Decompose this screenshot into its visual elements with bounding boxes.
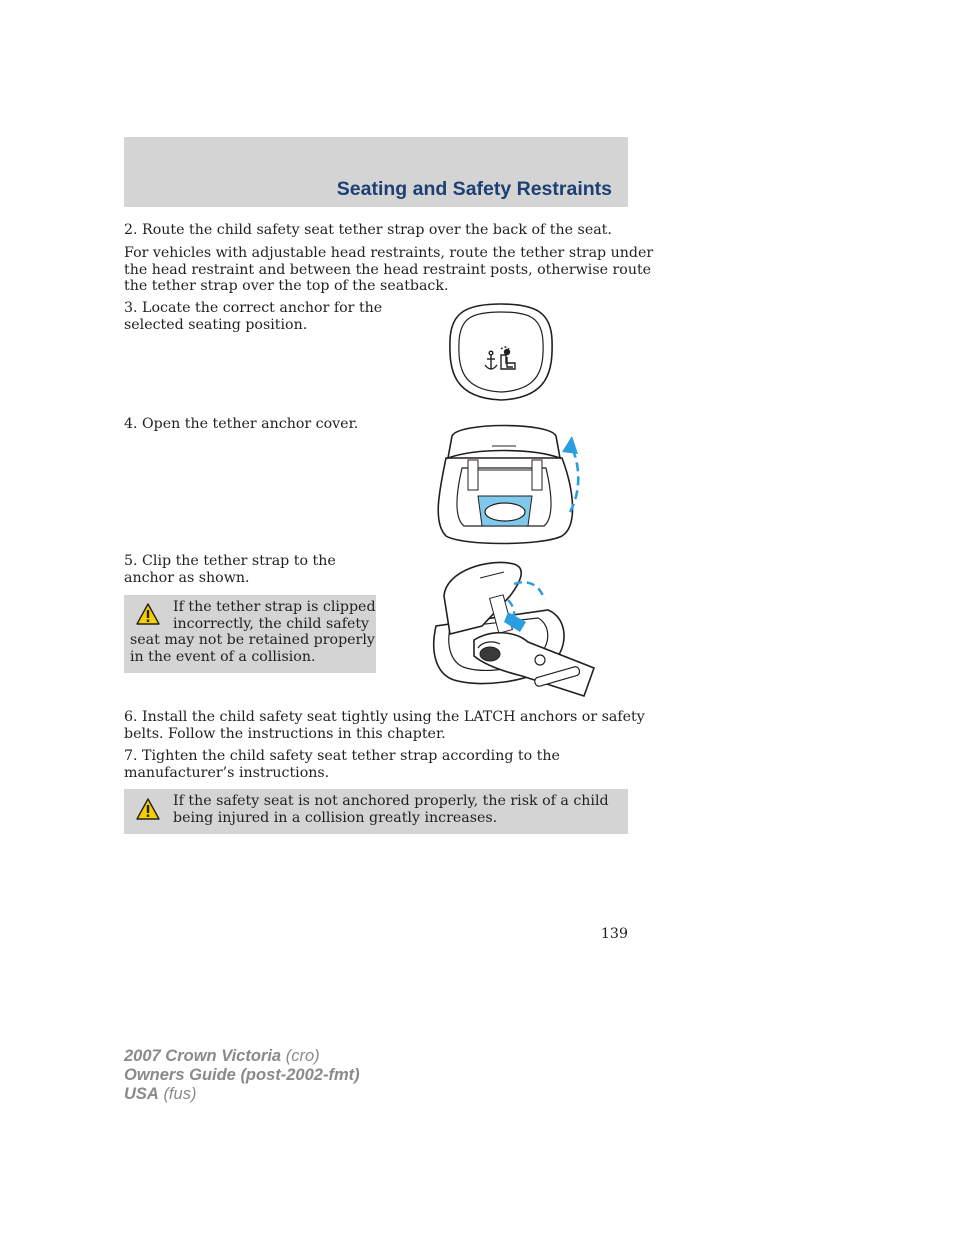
section-title: Seating and Safety Restraints (336, 178, 612, 200)
footer-model: 2007 Crown Victoria (124, 1047, 282, 1065)
page-number: 139 (600, 926, 628, 942)
footer-market-code: (fus) (163, 1085, 197, 1103)
step-6-text: 6. Install the child safety seat tightly using the LATCH anchors or safety belts. Follow the instructions in this chapter. (124, 709, 645, 742)
step-3-text: 3. Locate the correct anchor for the selected seating position. (124, 300, 383, 333)
tether-strap-clip-illustration (430, 556, 598, 702)
tether-anchor-cover-open-illustration (432, 418, 586, 546)
step-4-text: 4. Open the tether anchor cover. (124, 416, 359, 432)
footer-line-1 (124, 1047, 360, 1066)
warning-triangle-icon (135, 797, 161, 821)
step-2-note: For vehicles with adjustable head restraints, route the tether strap under the head restraint and between the head restraint posts, otherwise route the tether strap over the top of the seatback. (124, 245, 654, 294)
step-7-text: 7. Tighten the child safety seat tether strap according to the manufacturer’s instructions. (124, 748, 560, 781)
warning-text-line-2: being injured in a collision greatly increases. (173, 809, 498, 826)
warning-text-line-4: in the event of a collision. (130, 648, 316, 665)
footer-line-2 (124, 1066, 360, 1085)
step-5-text: 5. Clip the tether strap to the anchor as shown. (124, 553, 336, 586)
footer-line-3 (124, 1085, 360, 1104)
document-footer (124, 1047, 360, 1104)
warning-text-line-1: If the safety seat is not anchored properly, the risk of a child (173, 793, 609, 809)
footer-model-code: (cro) (285, 1047, 320, 1065)
footer-guide: Owners Guide (post-2002-fmt) (124, 1066, 360, 1084)
warning-text-line-2: incorrectly, the child safety (173, 615, 370, 632)
warning-box-tether-clip (124, 595, 376, 673)
warning-box-anchoring (124, 789, 628, 834)
tether-anchor-cover-closed-illustration (445, 300, 557, 404)
section-header-band (124, 137, 628, 207)
warning-triangle-icon (135, 602, 161, 626)
warning-text-line-1: If the tether strap is clipped (173, 599, 376, 615)
footer-market: USA (124, 1085, 159, 1103)
warning-text-line-3: seat may not be retained properly (130, 632, 375, 648)
step-2-text: 2. Route the child safety seat tether strap over the back of the seat. (124, 222, 612, 238)
